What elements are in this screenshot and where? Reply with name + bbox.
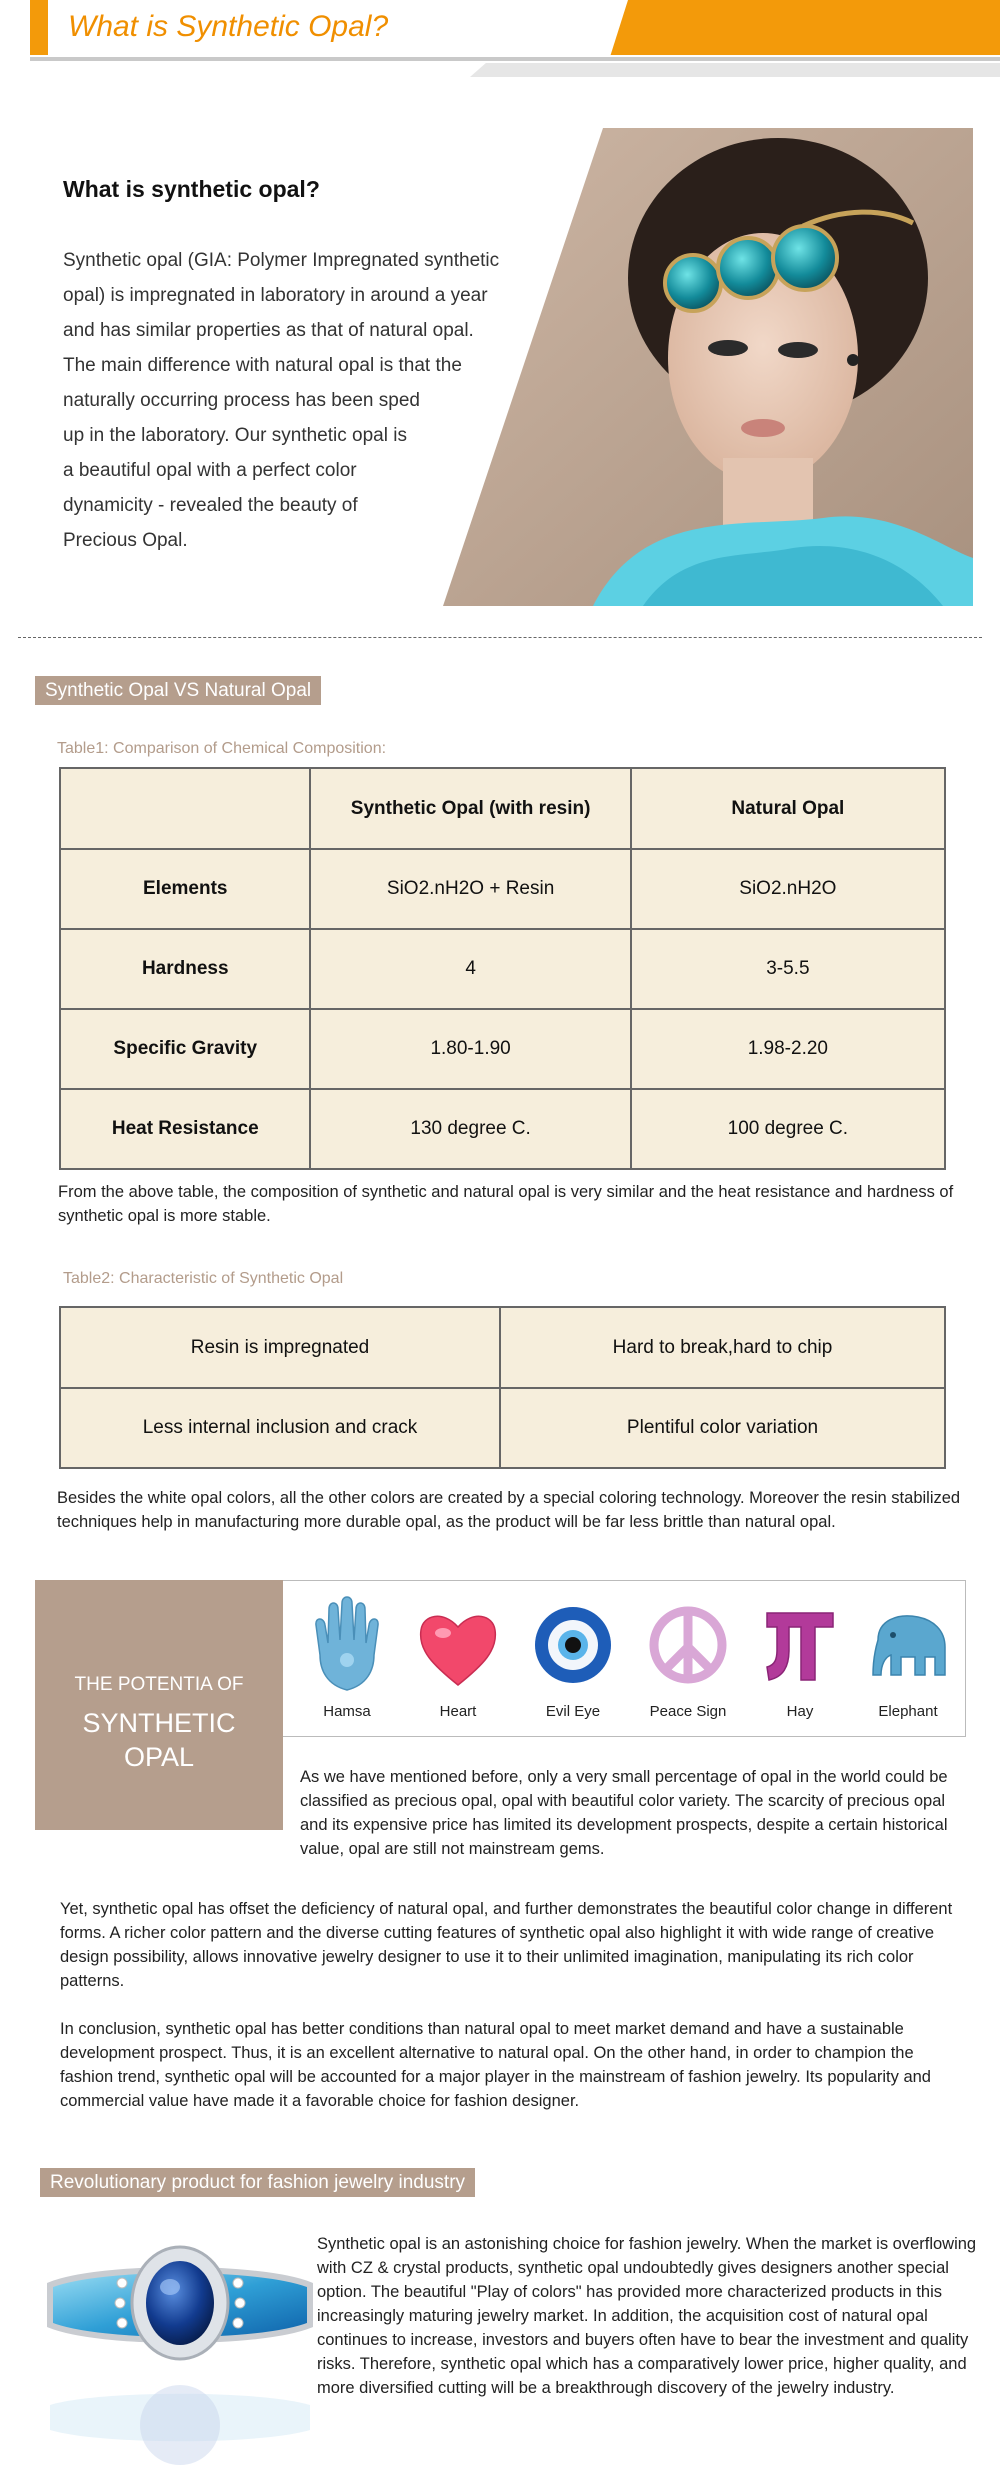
- shape-hamsa: [292, 1595, 402, 1725]
- potentia-line2: SYNTHETIC: [82, 1708, 236, 1738]
- table-cell: 4: [310, 929, 630, 1009]
- revolutionary-paragraph: Synthetic opal is an astonishing choice for fashion jewelry. When the market is overflowing with CZ & crystal products, synthetic opal undoubtedly gives designers another special option. The beautiful "Play of colors" has provided more characterized products in this increasingly maturing jewelry market. In addition, the acquisition cost of natural opal continues to increase, investors and buyers often have to bear the investment and quality risks. Therefore, synthetic opal which has a comparatively lower price, higher quality, and more diversified cutting will be a breakthrough discovery of the jewelry industry.: [317, 2235, 977, 2397]
- shape-evil-eye: [518, 1595, 628, 1725]
- hay-icon: [755, 1595, 845, 1695]
- table2-caption: Table2: Characteristic of Synthetic Opal: [63, 1270, 344, 1287]
- table-cell: 130 degree C.: [310, 1089, 630, 1169]
- composition-table: [59, 767, 946, 1170]
- characteristic-table: [59, 1306, 946, 1469]
- potentia-paragraph-3: In conclusion, synthetic opal has better conditions than natural opal to meet market demand and have a sustainable development prospect. Thus, it is an excellent alternative to natural opal. On the other hand, in order to champion the fashion trend, synthetic opal will be accounted for a major player in the mainstream of fashion jewelry. Its popularity and commercial value have made it a favorable choice for fashion designer.: [60, 2020, 931, 2110]
- table-cell: Less internal inclusion and crack: [60, 1388, 500, 1468]
- table-cell: Hard to break,hard to chip: [500, 1307, 945, 1388]
- table-cell: 1.80-1.90: [310, 1009, 630, 1089]
- elephant-icon: [863, 1595, 953, 1695]
- intro-heading: What is synthetic opal?: [63, 176, 320, 202]
- intro-paragraph: Synthetic opal (GIA: Polymer Impregnated synthetic opal) is impregnated in laboratory in around a year and has similar properties as that of natural opal. The main difference with natural opal is that the naturally occurring process has been sped up in the laboratory. Our synthetic opal is a beautiful opal with a perfect color dynamicity - revealed the beauty of Precious Opal.: [63, 250, 500, 551]
- potentia-panel: [35, 1580, 283, 1830]
- section-divider: [18, 637, 982, 638]
- shape-label: Evil Eye: [545, 1703, 601, 1720]
- opal-ring-image: [40, 2225, 320, 2491]
- potentia-paragraph-1: As we have mentioned before, only a very small percentage of opal in the world could be classified as precious opal, opal with beautiful color variety. The scarcity of precious opal and its expensive price has limited its development prospects, despite a certain historical value, opal are still not mainstream gems.: [300, 1768, 948, 1858]
- table-row: [60, 1089, 945, 1169]
- table-cell: SiO2.nH2O: [631, 849, 945, 929]
- shape-label: Hamsa: [323, 1703, 371, 1720]
- peace-sign-icon: [643, 1595, 733, 1695]
- table-row: [60, 849, 945, 929]
- row-header: Heat Resistance: [60, 1089, 310, 1169]
- table-row: [60, 1388, 945, 1468]
- table-cell: 1.98-2.20: [631, 1009, 945, 1089]
- row-header: Elements: [60, 849, 310, 929]
- section-label-vs: Synthetic Opal VS Natural Opal: [35, 676, 321, 705]
- table2-note: Besides the white opal colors, all the other colors are created by a special coloring technology. Moreover the resin stabilized techniques help in manufacturing more durable opal, as the product will be far less brittle than natural opal.: [57, 1489, 961, 1531]
- table1-caption: Table1: Comparison of Chemical Composition:: [57, 740, 387, 757]
- shape-label: Hay: [786, 1703, 814, 1720]
- table-header-natural: Natural Opal: [631, 768, 945, 849]
- table-cell: Resin is impregnated: [60, 1307, 500, 1388]
- shape-elephant: [853, 1595, 963, 1725]
- row-header: Hardness: [60, 929, 310, 1009]
- model-portrait-image: [443, 128, 973, 606]
- potentia-paragraph-2: Yet, synthetic opal has offset the deficiency of natural opal, and further demonstrates the beautiful color change in different forms. A richer color pattern and the diverse cutting features of synthetic opal also highlight it with wide range of creative design possibility, allows innovative jewelry designer to use it to their unlimited imagination, manipulating its rich color patterns.: [60, 1900, 953, 1990]
- page-title: What is Synthetic Opal?: [68, 10, 389, 43]
- table-row: [60, 929, 945, 1009]
- shape-label: Peace Sign: [649, 1703, 727, 1720]
- potentia-line3: OPAL: [123, 1742, 195, 1772]
- shape-label: Heart: [439, 1703, 477, 1720]
- shape-heart: [403, 1595, 513, 1725]
- potentia-line1: THE POTENTIA OF: [74, 1674, 244, 1695]
- table-row: [60, 1009, 945, 1089]
- table-cell: 100 degree C.: [631, 1089, 945, 1169]
- section-label-revolutionary: Revolutionary product for fashion jewelry industry: [40, 2168, 475, 2197]
- shape-hay: [745, 1595, 855, 1725]
- table-row: [60, 768, 945, 849]
- table-cell: Plentiful color variation: [500, 1388, 945, 1468]
- table-cell: [60, 768, 310, 849]
- header-shadow-divider: [470, 63, 1000, 77]
- hamsa-icon: [302, 1595, 392, 1695]
- evil-eye-icon: [528, 1595, 618, 1695]
- row-header: Specific Gravity: [60, 1009, 310, 1089]
- table1-note: From the above table, the composition of synthetic and natural opal is very similar and the heat resistance and hardness of synthetic opal is more stable.: [58, 1183, 954, 1225]
- table-header-synthetic: Synthetic Opal (with resin): [310, 768, 630, 849]
- header-divider: [30, 57, 1000, 61]
- table-row: [60, 1307, 945, 1388]
- table-cell: SiO2.nH2O + Resin: [310, 849, 630, 929]
- opal-shapes-gallery: [283, 1580, 966, 1737]
- table-cell: 3-5.5: [631, 929, 945, 1009]
- heart-icon: [413, 1595, 503, 1695]
- shape-peace-sign: [633, 1595, 743, 1725]
- shape-label: Elephant: [878, 1703, 938, 1720]
